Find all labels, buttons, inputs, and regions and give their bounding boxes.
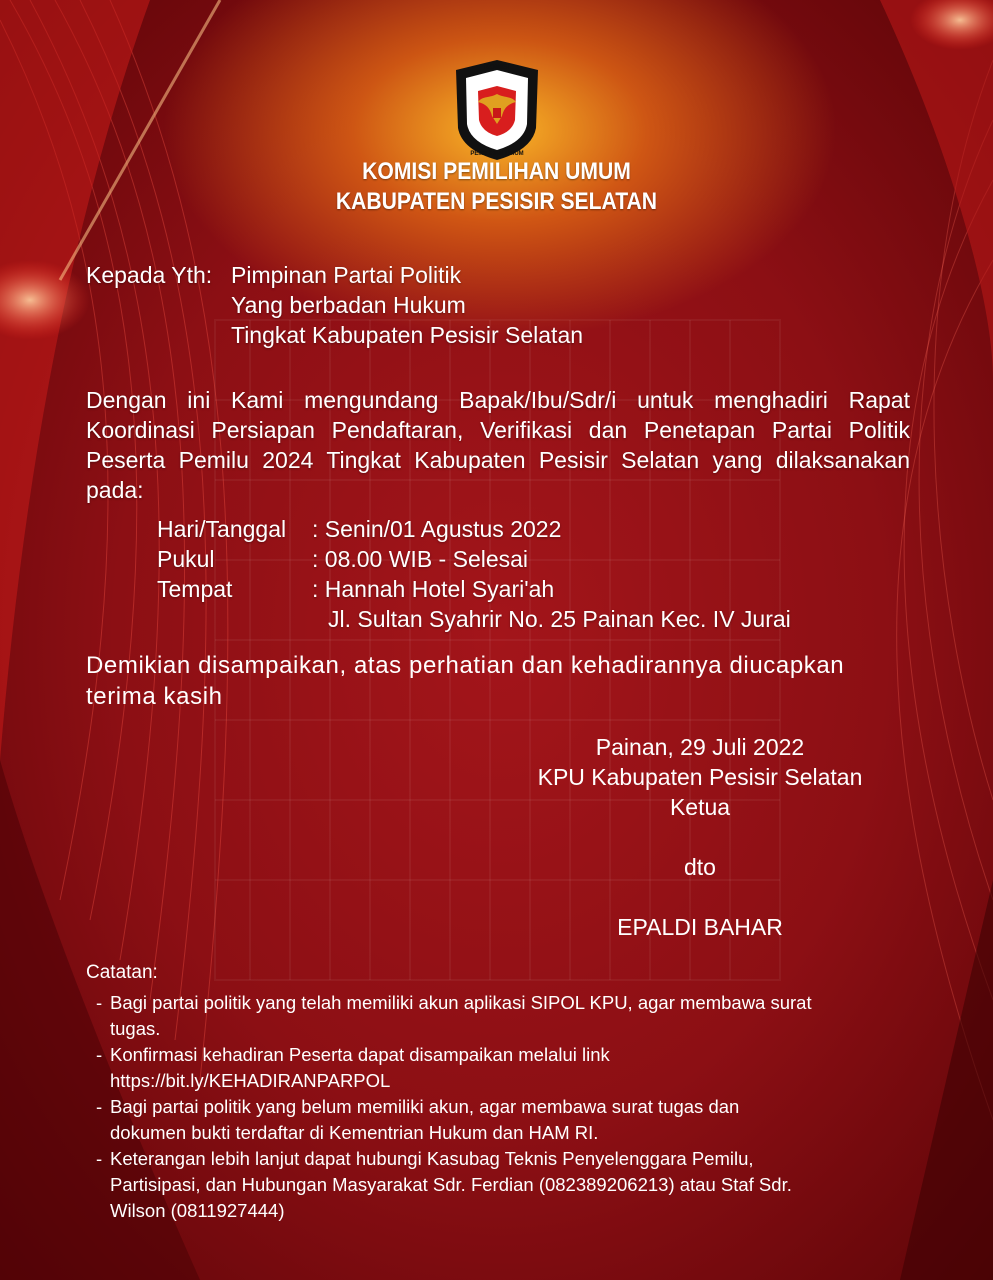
note-text: Keterangan lebih lanjut dapat hubungi Kasubag Teknis Penyelenggara Pemilu, Partisipasi, dan Hubungan Masyarakat Sdr. Ferdian (082389206213) atau Staf Sdr. Wilson (0811927444)	[110, 1148, 792, 1221]
note-text: Bagi partai politik yang telah memiliki akun aplikasi SIPOL KPU, agar membawa surat tugas.	[110, 992, 812, 1039]
signature-name: EPALDI BAHAR	[617, 914, 783, 940]
left-light-flare	[0, 260, 90, 340]
signature-place-date: Painan, 29 Juli 2022	[595, 734, 805, 760]
note-item: - Keterangan lebih lanjut dapat hubungi Kasubag Teknis Penyelenggara Pemilu, Partisipasi, dan Hubungan Masyarakat Sdr. Ferdian (082389206213) atau Staf Sdr. Wilson (0811927444)	[96, 1146, 816, 1224]
recipient-line: Tingkat Kabupaten Pesisir Selatan	[231, 322, 584, 348]
notes-title: Catatan:	[86, 962, 158, 983]
closing-statement: Demikian disampaikan, atas perhatian dan kehadirannya diucapkan terima kasih	[86, 652, 845, 710]
note-text: Bagi partai politik yang belum memiliki akun, agar membawa surat tugas dan dokumen bukti terdaftar di Kementrian Hukum dan HAM RI.	[110, 1096, 740, 1143]
note-item: - Bagi partai politik yang belum memiliki akun, agar membawa surat tugas dan dokumen bukti terdaftar di Kementrian Hukum dan HAM RI.	[96, 1094, 816, 1146]
note-item: - Konfirmasi kehadiran Peserta dapat disampaikan melalui link https://bit.ly/KEHADIRANPARPOL	[96, 1042, 816, 1094]
detail-label-venue: Tempat	[157, 576, 233, 602]
logo-ring-text-top: KOMISI	[484, 64, 510, 71]
signature-mark: dto	[684, 854, 716, 880]
header-org-name: KOMISI PEMILIHAN UMUM	[362, 158, 631, 185]
note-item: - Bagi partai politik yang telah memiliki akun aplikasi SIPOL KPU, agar membawa surat tugas.	[96, 990, 816, 1042]
detail-value-time: : 08.00 WIB - Selesai	[312, 546, 529, 572]
note-text: Konfirmasi kehadiran Peserta dapat disampaikan melalui link https://bit.ly/KEHADIRANPARPOL	[110, 1044, 610, 1091]
recipient-label: Kepada Yth:	[86, 262, 213, 288]
detail-value-date: : Senin/01 Agustus 2022	[312, 516, 562, 542]
recipient-line: Pimpinan Partai Politik	[231, 262, 462, 288]
invitation-body: Dengan ini Kami mengundang Bapak/Ibu/Sdr/i untuk menghadiri Rapat Koordinasi Persiapan Pendaftaran, Verifikasi dan Penetapan Partai Politik Peserta Pemilu 2024 Tingkat Kabupaten Pesisir Selatan yang dilaksanakan pada:	[86, 387, 910, 503]
detail-label-time: Pukul	[157, 546, 215, 572]
kpu-garuda-logo	[452, 58, 542, 162]
left-red-band	[0, 0, 150, 760]
recipient-line: Yang berbadan Hukum	[231, 292, 466, 318]
detail-label-date: Hari/Tanggal	[157, 516, 287, 542]
right-dark-band	[900, 880, 993, 1280]
signature-institution: KPU Kabupaten Pesisir Selatan	[537, 764, 863, 790]
logo-ring-text-bottom: PEMILIHAN UMUM	[470, 151, 524, 157]
notes-list	[96, 990, 816, 1224]
header-org-region: KABUPATEN PESISIR SELATAN	[335, 188, 658, 215]
venue-address: Jl. Sultan Syahrir No. 25 Painan Kec. IV Jurai	[328, 606, 791, 632]
detail-value-venue: : Hannah Hotel Syari'ah	[312, 576, 555, 602]
signature-role: Ketua	[669, 794, 731, 820]
